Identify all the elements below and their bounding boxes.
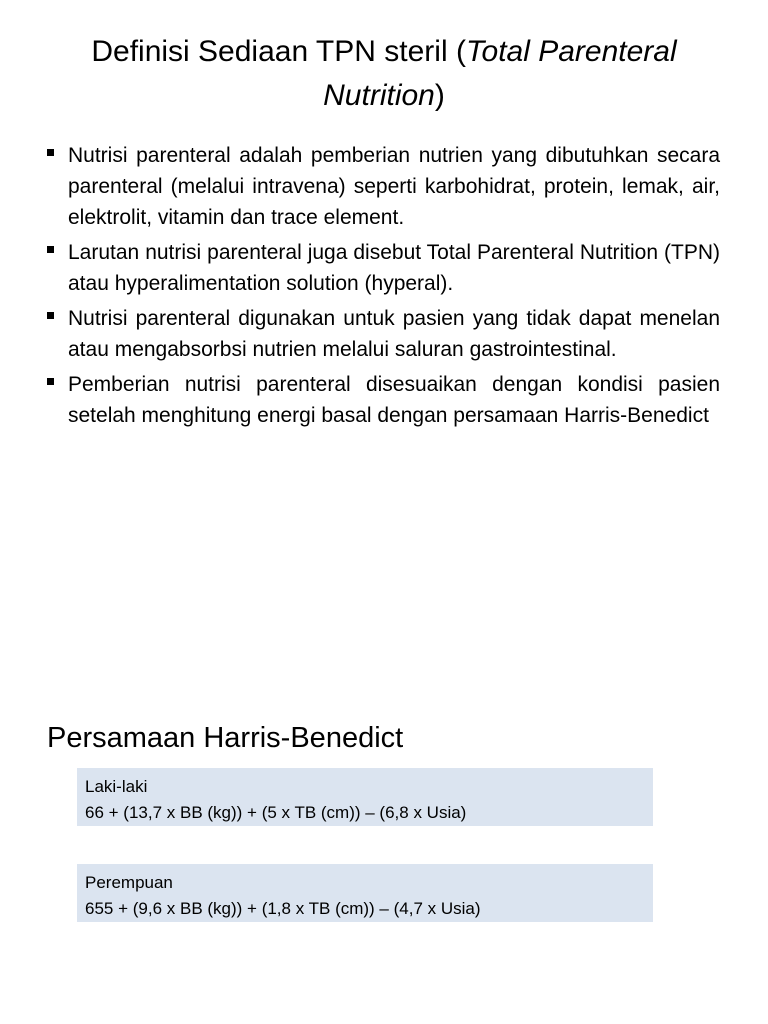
formula-equation-male: 66 + (13,7 x BB (kg)) + (5 x TB (cm)) – (6,8 x Usia)	[85, 803, 467, 822]
slide-title	[40, 30, 728, 118]
section-title: Persamaan Harris-Benedict	[47, 722, 404, 754]
bullet-text: Nutrisi parenteral digunakan untuk pasien yang tidak dapat menelan atau mengabsorbsi nutrien melalui saluran gastrointestinal.	[68, 307, 720, 361]
square-bullet-icon	[47, 246, 54, 253]
title-suffix: )	[434, 79, 445, 112]
bullet-list	[44, 140, 720, 435]
bullet-text: Nutrisi parenteral adalah pemberian nutrien yang dibutuhkan secara parenteral (melalui intravena) seperti karbohidrat, protein, lemak, air, elektrolit, vitamin dan trace element.	[68, 144, 720, 229]
formula-box-male	[77, 768, 653, 826]
bullet-item	[44, 369, 720, 431]
bullet-item	[44, 140, 720, 233]
bullet-text: Pemberian nutrisi parenteral disesuaikan dengan kondisi pasien setelah menghitung energi basal dengan persamaan Harris-Benedict	[68, 373, 720, 427]
square-bullet-icon	[47, 312, 54, 319]
formula-label-female: Perempuan	[85, 873, 173, 892]
bullet-item	[44, 303, 720, 365]
bullet-text: Larutan nutrisi parenteral juga disebut Total Parenteral Nutrition (TPN) atau hyperalimentation solution (hyperal).	[68, 241, 720, 295]
bullet-item	[44, 237, 720, 299]
formula-label-male: Laki-laki	[85, 777, 148, 796]
square-bullet-icon	[47, 378, 54, 385]
title-prefix: Definisi Sediaan TPN steril (	[91, 35, 466, 68]
square-bullet-icon	[47, 149, 54, 156]
title-italic: Total Parenteral Nutrition	[323, 35, 677, 112]
formula-equation-female: 655 + (9,6 x BB (kg)) + (1,8 x TB (cm)) – (4,7 x Usia)	[85, 899, 481, 918]
formula-box-female	[77, 864, 653, 922]
